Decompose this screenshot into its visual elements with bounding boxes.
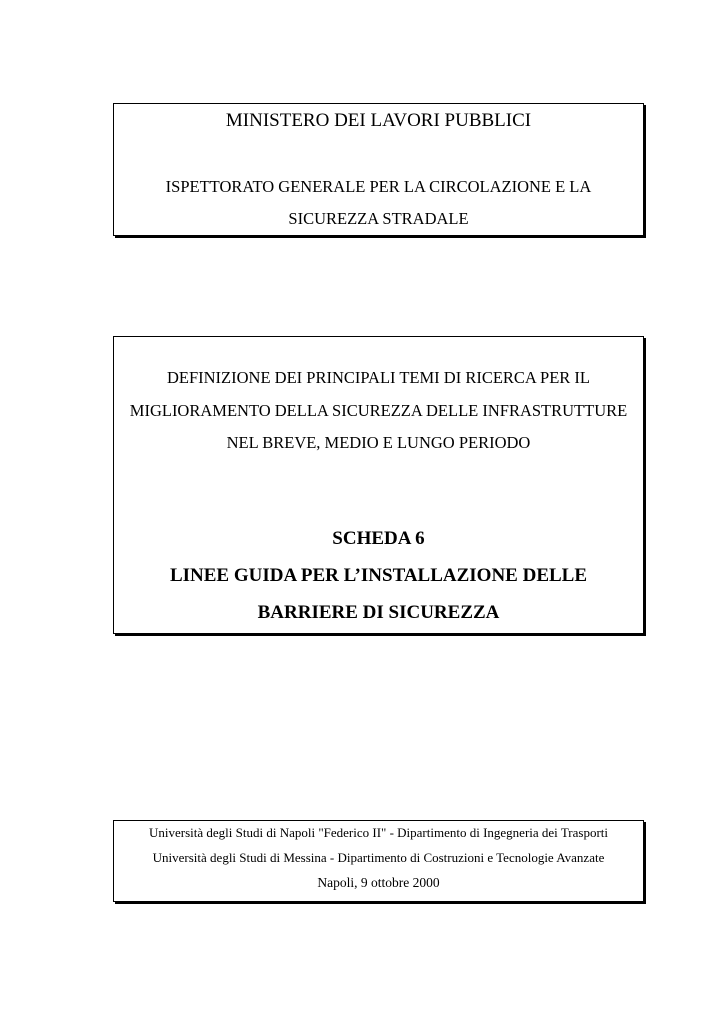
ministry-header-box (113, 103, 644, 236)
inspectorate-title: ISPETTORATO GENERALE PER LA CIRCOLAZIONE E LA SICUREZZA STRADALE (165, 177, 592, 228)
university-naples-line: Università degli Studi di Napoli "Federico II" - Dipartimento di Ingegneria dei Trasporti (148, 825, 609, 840)
topic-box (113, 336, 644, 634)
university-messina-line: Università degli Studi di Messina - Dipartimento di Costruzioni e Tecnologie Avanzate (152, 850, 605, 865)
guidelines-title: LINEE GUIDA PER L’INSTALLAZIONE DELLE BARRIERE DI SICUREZZA (169, 565, 588, 623)
research-topic-definition: DEFINIZIONE DEI PRINCIPALI TEMI DI RICERCA PER IL MIGLIORAMENTO DELLA SICUREZZA DELLE INFRASTRUTTURE NEL BREVE, MEDIO E LUNGO PERIODO (129, 368, 628, 452)
ministry-title: MINISTERO DEI LAVORI PUBBLICI (225, 110, 532, 131)
scheda-number: SCHEDA 6 (332, 528, 425, 549)
place-date: Napoli, 9 ottobre 2000 (317, 875, 440, 890)
authors-box (113, 820, 644, 902)
